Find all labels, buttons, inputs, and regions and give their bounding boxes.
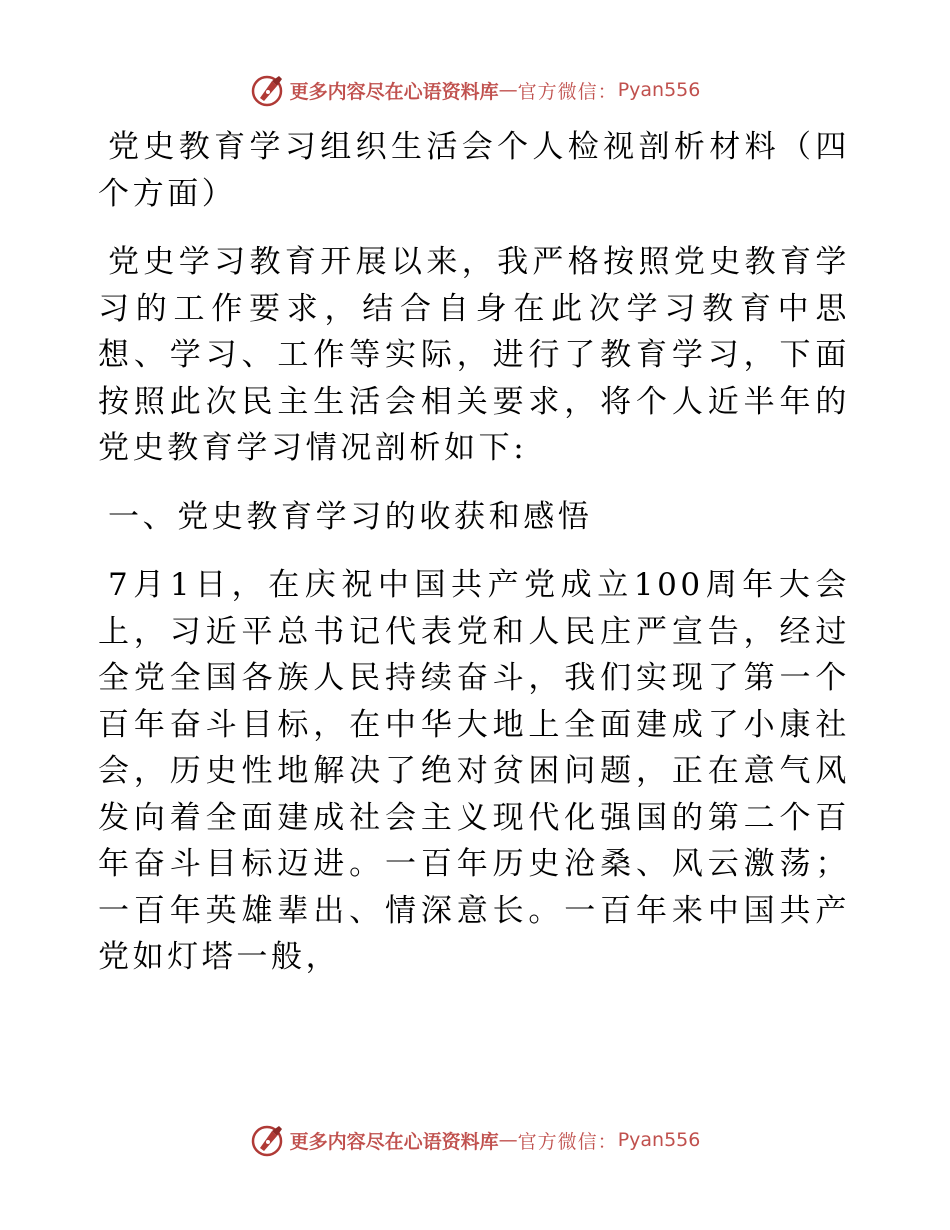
footer-banner [0, 1118, 950, 1162]
body-paragraph: 7月1日，在庆祝中国共产党成立100周年大会上，习近平总书记代表党和人民庄严宣告，经过全党全国各族人民持续奋斗，我们实现了第一个百年奋斗目标，在中华大地上全面建成了小康社会，历史性地解决了绝对贫困问题，正在意气风发向着全面建成社会主义现代化强国的第二个百年奋斗目标迈进。一百年历史沧桑、风云激荡；一百年英雄辈出、情深意长。一百年来中国共产党如灯塔一般， [98, 567, 850, 975]
pen-nib-logo-icon [250, 72, 286, 108]
banner-wechat-id: Pyan556 [617, 1129, 701, 1151]
document-title: 党史教育学习组织生活会个人检视剖析材料（四个方面） [98, 129, 850, 212]
banner-wechat-id: Pyan556 [617, 79, 701, 101]
banner-separator: — [498, 79, 518, 101]
banner-wechat-label: 官方微信： [517, 1130, 618, 1153]
header-banner [0, 68, 950, 112]
pen-nib-logo-icon [250, 1122, 286, 1158]
document-body [98, 124, 850, 981]
intro-paragraph: 党史学习教育开展以来，我严格按照党史教育学习的工作要求，结合自身在此次学习教育中思想、学习、工作等实际，进行了教育学习，下面按照此次民主生活会相关要求，将个人近半年的党史教育学习情况剖析如下: [98, 244, 850, 466]
banner-site-name: 更多内容尽在心语资料库 [289, 1130, 499, 1153]
banner-separator: — [498, 1129, 518, 1151]
banner-site-name: 更多内容尽在心语资料库 [289, 80, 499, 103]
section-heading: 一、党史教育学习的收获和感悟 [108, 498, 593, 535]
banner-wechat-label: 官方微信： [517, 80, 618, 103]
